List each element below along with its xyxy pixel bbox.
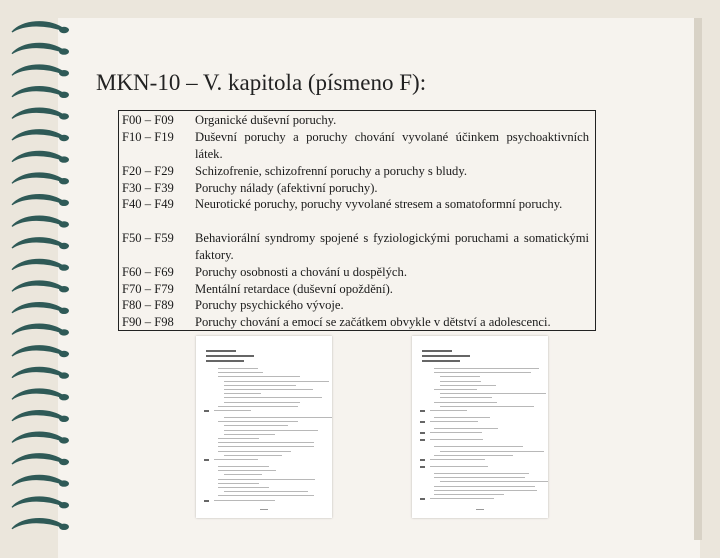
binding-ring [12, 454, 69, 465]
binding-ring [12, 195, 69, 206]
thumbnail-text-line [434, 402, 497, 403]
document-thumbnail [412, 336, 548, 518]
thumbnail-text-line [430, 466, 488, 467]
thumbnail-text-line [218, 483, 259, 484]
document-thumbnail [196, 336, 332, 518]
thumbnail-text-line [218, 466, 269, 467]
thumbnail-bullet [420, 498, 425, 500]
spiral-binding [0, 0, 90, 540]
row-description: Schizofrenie, schizofrenní poruchy a poruchy s bludy. [195, 164, 467, 178]
thumbnail-text-line [218, 421, 298, 422]
thumbnail-text-line [224, 397, 322, 398]
thumbnail-text-line [218, 451, 291, 452]
thumbnail-text-line [440, 481, 548, 482]
row-code: F40 – F49 [122, 197, 174, 211]
thumbnail-text-line [218, 479, 315, 480]
thumbnail-text-line [218, 470, 276, 471]
row-code: F90 – F98 [122, 315, 174, 329]
binding-ring [12, 303, 69, 314]
thumbnail-text-line [218, 446, 314, 447]
thumbnail-text-line [224, 455, 282, 456]
thumbnail-text-line [434, 446, 523, 447]
row-description: Mentální retardace (duševní opoždění). [195, 282, 393, 296]
thumbnail-text-line [422, 360, 460, 362]
binding-ring [12, 324, 69, 335]
row-description: Poruchy psychického vývoje. [195, 298, 344, 312]
thumbnail-text-line [224, 402, 300, 403]
thumbnail-text-line [434, 486, 535, 487]
row-description: Neurotické poruchy, poruchy vyvolané stresem a somatoformní poruchy. [195, 197, 563, 211]
thumbnail-text-line [430, 459, 485, 460]
thumbnail-bullet [204, 500, 209, 502]
page-shadow [694, 18, 702, 540]
row-description: Behaviorální syndromy spojené s fyziologickými poruchami a somatickými faktory. [195, 231, 589, 262]
thumbnail-text-line [214, 500, 275, 501]
row-code: F10 – F19 [122, 130, 174, 144]
thumbnail-text-line [218, 495, 314, 496]
thumbnail-text-line [214, 410, 251, 411]
binding-ring [12, 497, 69, 508]
row-code: F00 – F09 [122, 113, 174, 127]
thumbnail-text-line [218, 376, 300, 377]
row-code: F20 – F29 [122, 164, 174, 178]
thumbnail-bullet [420, 421, 425, 423]
thumbnail-text-line [218, 372, 263, 373]
binding-ring [12, 108, 69, 119]
row-description: Poruchy chování a emocí se začátkem obvykle v dětství a adolescenci. [195, 315, 551, 329]
binding-ring [12, 151, 69, 162]
row-code: F50 – F59 [122, 231, 174, 245]
binding-ring [12, 87, 69, 98]
row-description: Duševní poruchy a poruchy chování vyvolané účinkem psychoaktivních látek. [195, 130, 589, 161]
binding-ring [12, 281, 69, 292]
row-description: Poruchy osobnosti a chování u dospělých. [195, 265, 407, 279]
binding-ring [12, 259, 69, 270]
binding-ring [12, 346, 69, 357]
thumbnail-text-line [224, 491, 308, 492]
binding-ring [12, 173, 69, 184]
thumbnail-text-line [218, 406, 298, 407]
thumbnail-text-line [434, 494, 504, 495]
thumbnail-bullet [420, 439, 425, 441]
slide-title: MKN-10 – V. kapitola (písmeno F): [96, 70, 427, 95]
binding-ring [12, 22, 69, 33]
thumbnail-text-line [214, 459, 258, 460]
row-description: Organické duševní poruchy. [195, 113, 337, 127]
thumbnail-text-line [206, 360, 244, 362]
thumbnail-text-line [218, 487, 269, 488]
thumbnail-text-line [430, 410, 467, 411]
thumbnail-text-line [430, 421, 478, 422]
thumbnail-text-line [224, 381, 329, 382]
thumbnail-bullet [420, 466, 425, 468]
binding-ring [12, 389, 69, 400]
thumbnail-text-line [440, 385, 496, 386]
thumbnail-text-line [218, 442, 314, 443]
binding-ring [12, 367, 69, 378]
row-description: Poruchy nálady (afektivní poruchy). [195, 181, 378, 195]
thumbnail-text-line [430, 432, 482, 433]
thumbnail-text-line [206, 355, 254, 357]
thumbnail-text-line [434, 372, 531, 373]
row-code: F60 – F69 [122, 265, 174, 279]
binding-ring [12, 411, 69, 422]
thumbnail-text-line [218, 368, 258, 369]
thumbnail-text-line [440, 451, 544, 452]
thumbnail-page-number [476, 509, 484, 510]
binding-ring [12, 432, 69, 443]
thumbnail-bullet [204, 410, 209, 412]
thumbnail-text-line [440, 381, 481, 382]
thumbnail-text-line [224, 474, 262, 475]
thumbnail-text-line [224, 417, 332, 418]
thumbnail-text-line [440, 406, 534, 407]
thumbnail-page-number [260, 509, 268, 510]
row-code: F70 – F79 [122, 282, 174, 296]
binding-ring [12, 216, 69, 227]
thumbnail-text-line [224, 434, 275, 435]
binding-ring [12, 43, 69, 54]
thumbnail-text-line [206, 350, 236, 352]
thumbnail-text-line [434, 477, 525, 478]
binding-ring [12, 519, 69, 530]
thumbnail-text-line [224, 389, 313, 390]
binding-ring [12, 65, 69, 76]
thumbnail-bullet [420, 459, 425, 461]
thumbnail-text-line [224, 385, 296, 386]
icd-code-table [118, 110, 596, 331]
thumbnail-text-line [434, 389, 477, 390]
thumbnail-text-line [434, 473, 529, 474]
thumbnail-text-line [224, 430, 318, 431]
thumbnail-text-line [422, 355, 470, 357]
thumbnail-text-line [430, 498, 494, 499]
binding-ring [12, 238, 69, 249]
thumbnail-text-line [434, 417, 490, 418]
thumbnail-text-line [218, 438, 259, 439]
thumbnail-bullet [204, 459, 209, 461]
binding-ring [12, 475, 69, 486]
thumbnail-text-line [224, 393, 261, 394]
binding-ring [12, 130, 69, 141]
thumbnail-text-line [224, 425, 288, 426]
row-code: F80 – F89 [122, 298, 174, 312]
thumbnail-text-line [434, 455, 513, 456]
thumbnail-text-line [434, 490, 537, 491]
thumbnail-text-line [440, 397, 492, 398]
thumbnail-bullet [420, 432, 425, 434]
thumbnail-bullet [420, 410, 425, 412]
thumbnail-text-line [422, 350, 452, 352]
thumbnail-text-line [434, 428, 498, 429]
thumbnail-text-line [434, 368, 539, 369]
thumbnail-text-line [430, 439, 483, 440]
thumbnail-text-line [440, 393, 546, 394]
thumbnail-text-line [440, 376, 480, 377]
row-code: F30 – F39 [122, 181, 174, 195]
